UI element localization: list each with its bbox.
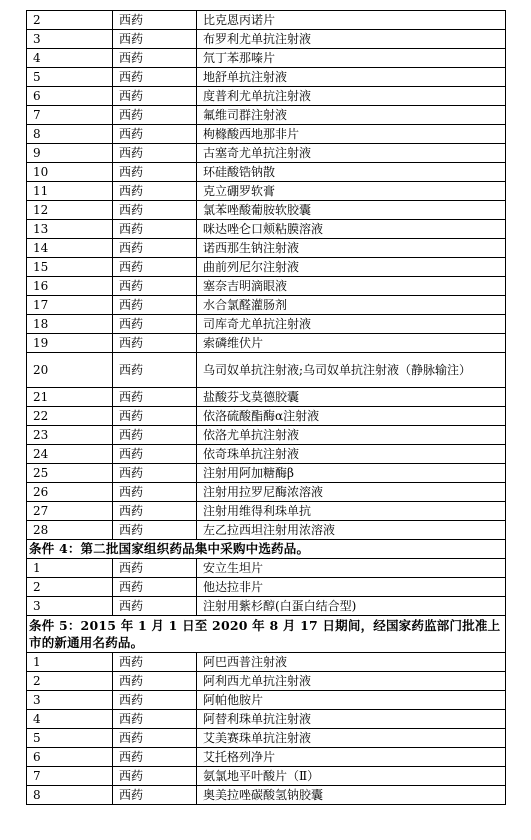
table-row — [27, 239, 506, 258]
drug-category: 西药 — [113, 87, 197, 106]
row-number: 26 — [27, 483, 113, 502]
drug-category: 西药 — [113, 407, 197, 426]
drug-category: 西药 — [113, 767, 197, 786]
drug-category: 西药 — [113, 106, 197, 125]
drug-category: 西药 — [113, 653, 197, 672]
drug-name: 比克恩丙诺片 — [197, 11, 506, 30]
drug-name: 奥美拉唑碳酸氢钠胶囊 — [197, 786, 506, 805]
drug-category: 西药 — [113, 748, 197, 767]
table-row — [27, 11, 506, 30]
drug-category: 西药 — [113, 125, 197, 144]
row-number: 27 — [27, 502, 113, 521]
row-number: 1 — [27, 559, 113, 578]
drug-name: 咪达唑仑口颊粘膜溶液 — [197, 220, 506, 239]
row-number: 4 — [27, 49, 113, 68]
drug-name: 环硅酸锆钠散 — [197, 163, 506, 182]
table-row — [27, 334, 506, 353]
row-number: 25 — [27, 464, 113, 483]
table-row — [27, 30, 506, 49]
row-number: 3 — [27, 597, 113, 616]
drug-category: 西药 — [113, 334, 197, 353]
drug-category: 西药 — [113, 729, 197, 748]
drug-category: 西药 — [113, 388, 197, 407]
row-number: 6 — [27, 87, 113, 106]
drug-category: 西药 — [113, 426, 197, 445]
drug-category: 西药 — [113, 597, 197, 616]
table-row — [27, 125, 506, 144]
table-row — [27, 445, 506, 464]
row-number: 11 — [27, 182, 113, 201]
drug-name: 塞奈吉明滴眼液 — [197, 277, 506, 296]
drug-category: 西药 — [113, 786, 197, 805]
drug-name: 水合氯醛灌肠剂 — [197, 296, 506, 315]
row-number: 22 — [27, 407, 113, 426]
table-row — [27, 672, 506, 691]
drug-category: 西药 — [113, 68, 197, 87]
drug-name: 氟维司群注射液 — [197, 106, 506, 125]
row-number: 16 — [27, 277, 113, 296]
drug-category: 西药 — [113, 30, 197, 49]
table-row — [27, 182, 506, 201]
table-row — [27, 521, 506, 540]
row-number: 7 — [27, 767, 113, 786]
table-row — [27, 786, 506, 805]
drug-name: 度普利尤单抗注射液 — [197, 87, 506, 106]
table-row — [27, 578, 506, 597]
table-row — [27, 502, 506, 521]
drug-name: 诺西那生钠注射液 — [197, 239, 506, 258]
table-row — [27, 353, 506, 388]
drug-name: 布罗利尤单抗注射液 — [197, 30, 506, 49]
drug-name: 左乙拉西坦注射用浓溶液 — [197, 521, 506, 540]
row-number: 17 — [27, 296, 113, 315]
row-number: 8 — [27, 125, 113, 144]
row-number: 15 — [27, 258, 113, 277]
drug-name: 依洛硫酸酯酶α注射液 — [197, 407, 506, 426]
table-row — [27, 277, 506, 296]
row-number: 21 — [27, 388, 113, 407]
drug-name: 依奇珠单抗注射液 — [197, 445, 506, 464]
table-row — [27, 144, 506, 163]
drug-name: 枸橼酸西地那非片 — [197, 125, 506, 144]
row-number: 9 — [27, 144, 113, 163]
drug-name: 阿巴西普注射液 — [197, 653, 506, 672]
row-number: 6 — [27, 748, 113, 767]
drug-name: 安立生坦片 — [197, 559, 506, 578]
section-heading-row — [27, 540, 506, 559]
table-row — [27, 691, 506, 710]
drug-name: 氯苯唑酸葡胺软胶囊 — [197, 201, 506, 220]
table-row — [27, 464, 506, 483]
drug-name: 依洛尤单抗注射液 — [197, 426, 506, 445]
drug-category: 西药 — [113, 277, 197, 296]
table-row — [27, 315, 506, 334]
table-row — [27, 388, 506, 407]
table-row — [27, 597, 506, 616]
drug-name: 氨氯地平叶酸片（Ⅱ） — [197, 767, 506, 786]
drug-category: 西药 — [113, 578, 197, 597]
drug-category: 西药 — [113, 315, 197, 334]
table-row — [27, 87, 506, 106]
row-number: 14 — [27, 239, 113, 258]
row-number: 8 — [27, 786, 113, 805]
drug-name: 阿替利珠单抗注射液 — [197, 710, 506, 729]
drug-category: 西药 — [113, 691, 197, 710]
table-row — [27, 220, 506, 239]
drug-name: 他达拉非片 — [197, 578, 506, 597]
table-row — [27, 201, 506, 220]
drug-category: 西药 — [113, 502, 197, 521]
drug-category: 西药 — [113, 201, 197, 220]
drug-name: 氘丁苯那嗪片 — [197, 49, 506, 68]
table-row — [27, 767, 506, 786]
table-row — [27, 163, 506, 182]
drug-name: 曲前列尼尔注射液 — [197, 258, 506, 277]
table-row — [27, 296, 506, 315]
drug-category: 西药 — [113, 144, 197, 163]
drug-category: 西药 — [113, 258, 197, 277]
table-row — [27, 559, 506, 578]
table-row — [27, 106, 506, 125]
row-number: 3 — [27, 30, 113, 49]
row-number: 4 — [27, 710, 113, 729]
drug-category: 西药 — [113, 11, 197, 30]
drug-name: 司库奇尤单抗注射液 — [197, 315, 506, 334]
row-number: 13 — [27, 220, 113, 239]
drug-category: 西药 — [113, 239, 197, 258]
row-number: 10 — [27, 163, 113, 182]
row-number: 2 — [27, 672, 113, 691]
drug-name: 艾美赛珠单抗注射液 — [197, 729, 506, 748]
row-number: 3 — [27, 691, 113, 710]
row-number: 12 — [27, 201, 113, 220]
row-number: 2 — [27, 11, 113, 30]
drug-name: 乌司奴单抗注射液;乌司奴单抗注射液（静脉输注） — [197, 353, 506, 388]
drug-category: 西药 — [113, 672, 197, 691]
table-row — [27, 68, 506, 87]
table-row — [27, 426, 506, 445]
table-row — [27, 729, 506, 748]
drug-category: 西药 — [113, 559, 197, 578]
table-row — [27, 748, 506, 767]
drug-category: 西药 — [113, 521, 197, 540]
drug-category: 西药 — [113, 49, 197, 68]
drug-category: 西药 — [113, 483, 197, 502]
drug-category: 西药 — [113, 445, 197, 464]
drug-category: 西药 — [113, 464, 197, 483]
row-number: 5 — [27, 68, 113, 87]
row-number: 18 — [27, 315, 113, 334]
drug-name: 克立硼罗软膏 — [197, 182, 506, 201]
row-number: 20 — [27, 353, 113, 388]
drug-category: 西药 — [113, 220, 197, 239]
drug-name: 阿帕他胺片 — [197, 691, 506, 710]
row-number: 23 — [27, 426, 113, 445]
section-heading-row — [27, 616, 506, 653]
drug-category: 西药 — [113, 710, 197, 729]
row-number: 24 — [27, 445, 113, 464]
drug-name: 索磷维伏片 — [197, 334, 506, 353]
section-heading: 条件 4：第二批国家组织药品集中采购中选药品。 — [27, 540, 506, 559]
drug-name: 注射用紫杉醇(白蛋白结合型) — [197, 597, 506, 616]
row-number: 1 — [27, 653, 113, 672]
drug-name: 注射用拉罗尼酶浓溶液 — [197, 483, 506, 502]
row-number: 19 — [27, 334, 113, 353]
row-number: 28 — [27, 521, 113, 540]
drug-name: 地舒单抗注射液 — [197, 68, 506, 87]
drug-list-table — [26, 10, 506, 805]
row-number: 5 — [27, 729, 113, 748]
table-row — [27, 258, 506, 277]
drug-name: 注射用阿加糖酶β — [197, 464, 506, 483]
table-row — [27, 407, 506, 426]
table-row — [27, 653, 506, 672]
drug-category: 西药 — [113, 182, 197, 201]
drug-category: 西药 — [113, 353, 197, 388]
drug-name: 盐酸芬戈莫德胶囊 — [197, 388, 506, 407]
drug-name: 阿利西尤单抗注射液 — [197, 672, 506, 691]
table-row — [27, 710, 506, 729]
table-row — [27, 483, 506, 502]
drug-name: 古塞奇尤单抗注射液 — [197, 144, 506, 163]
drug-category: 西药 — [113, 296, 197, 315]
drug-category: 西药 — [113, 163, 197, 182]
row-number: 7 — [27, 106, 113, 125]
drug-name: 艾托格列净片 — [197, 748, 506, 767]
drug-list-body — [27, 11, 506, 805]
section-heading: 条件 5：2015 年 1 月 1 日至 2020 年 8 月 17 日期间，经国家药监部门批准上市的新通用名药品。 — [27, 616, 506, 653]
drug-name: 注射用维得利珠单抗 — [197, 502, 506, 521]
row-number: 2 — [27, 578, 113, 597]
table-row — [27, 49, 506, 68]
